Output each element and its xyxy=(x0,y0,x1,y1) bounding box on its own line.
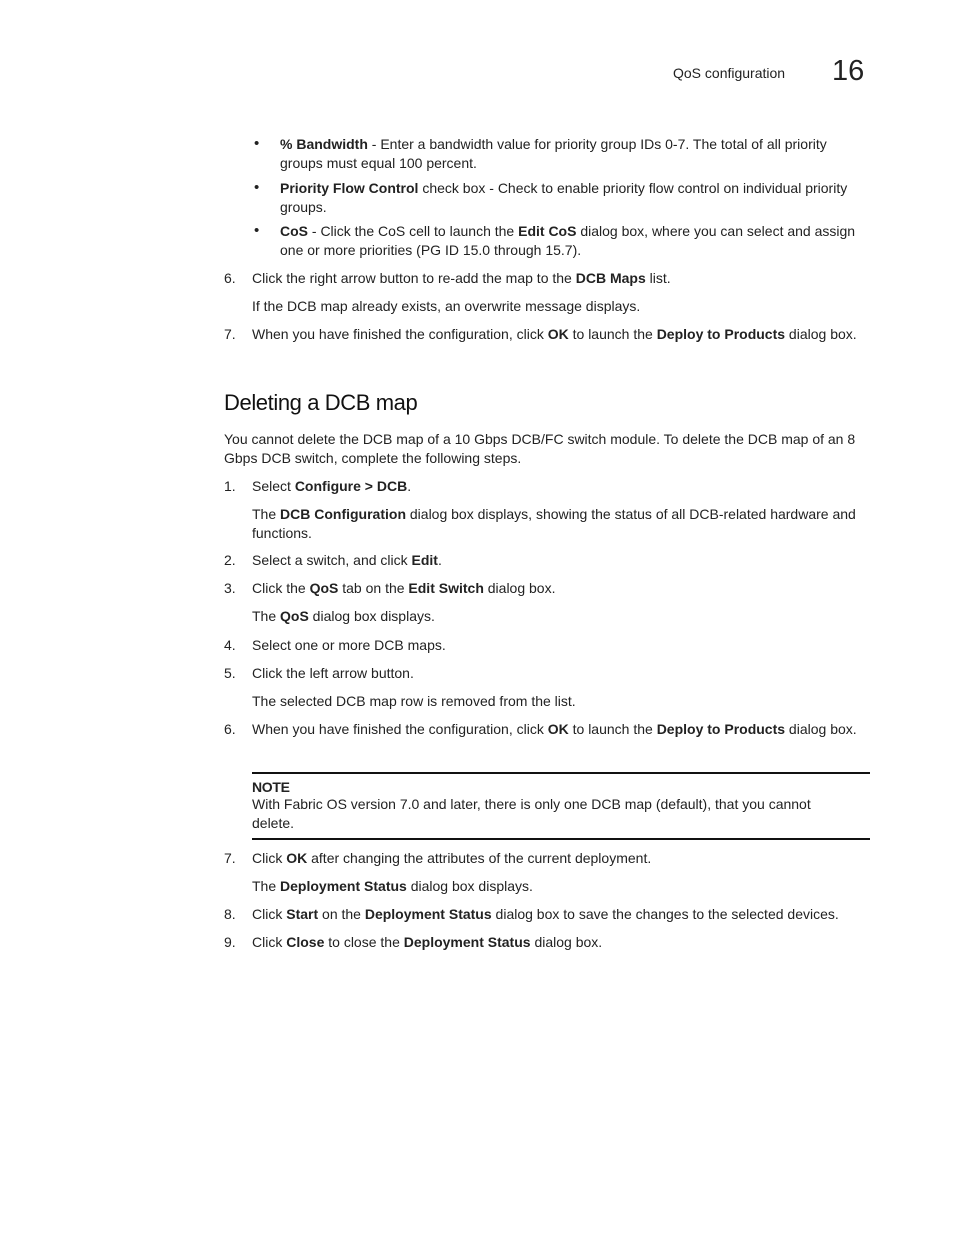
step-item xyxy=(224,269,874,289)
text-run: dialog box displays. xyxy=(308,608,435,624)
ui-term: % Bandwidth xyxy=(280,136,368,152)
bullet-icon: • xyxy=(254,222,260,239)
step-item xyxy=(224,905,874,925)
ui-term: Deployment Status xyxy=(364,906,492,922)
ui-term: Deploy to Products xyxy=(656,326,786,342)
section-heading: Deleting a DCB map xyxy=(224,390,418,415)
ui-term: DCB Maps xyxy=(575,270,646,286)
text-run: dialog box. xyxy=(530,934,603,950)
step-number: 1. xyxy=(224,478,236,494)
step-text xyxy=(252,933,870,952)
step-text xyxy=(252,849,870,868)
text-run: after changing the attributes of the current deployment. xyxy=(307,850,652,866)
text-run: Click xyxy=(252,906,287,922)
text-run: dialog box. xyxy=(483,580,556,596)
step-number: 5. xyxy=(224,665,236,681)
bullet-text xyxy=(280,179,872,216)
note-box xyxy=(252,772,870,840)
ui-term: Edit CoS xyxy=(518,223,577,239)
text-run: to launch the xyxy=(568,326,657,342)
text-run: list. xyxy=(645,270,671,286)
running-header-section: QoS configuration xyxy=(673,65,786,81)
bullet-icon: • xyxy=(254,135,260,152)
step-number: 2. xyxy=(224,552,236,568)
step-text xyxy=(252,269,870,288)
ui-term: Edit Switch xyxy=(408,580,484,596)
text-run: When you have finished the configuration, click xyxy=(252,721,548,737)
step-number: 6. xyxy=(224,270,236,286)
list-item xyxy=(254,135,874,175)
text-run: Select xyxy=(252,478,295,494)
step-item xyxy=(224,849,874,869)
text-run: dialog box displays, showing the status of all DCB-related hardware and functions. xyxy=(252,506,856,541)
text-run: Click the xyxy=(252,580,310,596)
text-run: dialog box to save the changes to the selected devices. xyxy=(491,906,839,922)
step-number: 8. xyxy=(224,906,236,922)
bullet-text xyxy=(280,135,872,172)
ui-term: Close xyxy=(286,934,325,950)
ui-term: QoS xyxy=(309,580,339,596)
ui-term: Configure > DCB xyxy=(294,478,408,494)
step-text xyxy=(252,720,870,739)
step-item xyxy=(224,325,874,365)
ui-term: Deployment Status xyxy=(280,878,407,894)
ui-term: OK xyxy=(547,721,569,737)
bullet-description: dialog box, where you can select and assign one or more priorities (PG ID 15.0 through 15.7). xyxy=(280,223,856,258)
note-label: NOTE xyxy=(252,779,290,795)
step-text xyxy=(252,477,870,496)
step-item xyxy=(224,720,874,760)
text-run: Select a switch, and click xyxy=(252,552,412,568)
text-run: When you have finished the configuration, click xyxy=(252,326,548,342)
ui-term: Deployment Status xyxy=(403,934,531,950)
text-run: Click xyxy=(252,850,287,866)
text-run: on the xyxy=(318,906,365,922)
step-result-paragraph xyxy=(252,505,874,542)
ui-term: OK xyxy=(286,850,308,866)
step-text xyxy=(252,551,870,570)
step-number: 9. xyxy=(224,934,236,950)
step-number: 6. xyxy=(224,721,236,737)
bullet-description: check box - Check to enable priority flow control on individual priority groups. xyxy=(280,180,848,215)
bullet-text xyxy=(280,222,872,259)
text-run: dialog box. xyxy=(785,326,857,342)
step-item xyxy=(224,664,874,684)
step-text xyxy=(252,579,870,598)
step-result-paragraph xyxy=(252,877,874,896)
step-item xyxy=(224,579,874,599)
bullet-description: - Click the CoS cell to launch the xyxy=(308,223,519,239)
step-text xyxy=(252,325,870,344)
step-result-paragraph: The selected DCB map row is removed from the list. xyxy=(252,693,576,709)
step-result-paragraph: If the DCB map already exists, an overwrite message displays. xyxy=(252,298,641,314)
step-number: 4. xyxy=(224,637,236,653)
text-run: to close the xyxy=(324,934,404,950)
step-text: Select one or more DCB maps. xyxy=(252,637,446,653)
bullet-description: - Enter a bandwidth value for priority group IDs 0-7. The total of all priority groups must equal 100 percent. xyxy=(280,136,827,171)
step-result-paragraph xyxy=(252,607,874,626)
step-number: 3. xyxy=(224,580,236,596)
ui-term: DCB Configuration xyxy=(280,506,406,522)
ui-term: Deploy to Products xyxy=(656,721,786,737)
text-run: The xyxy=(252,608,281,624)
ui-term: Start xyxy=(286,906,319,922)
text-run: . xyxy=(437,552,442,568)
ui-term: OK xyxy=(547,326,569,342)
ui-term: CoS xyxy=(280,223,308,239)
step-number: 7. xyxy=(224,850,236,866)
text-run: The xyxy=(252,506,281,522)
step-item xyxy=(224,551,874,571)
text-run: to launch the xyxy=(568,721,657,737)
step-item xyxy=(224,933,874,953)
ui-term: Edit xyxy=(411,552,438,568)
text-run: Click xyxy=(252,934,287,950)
list-item xyxy=(254,179,874,219)
ui-term: QoS xyxy=(280,608,309,624)
chapter-number: 16 xyxy=(832,55,865,87)
text-run: tab on the xyxy=(338,580,409,596)
ui-term: Priority Flow Control xyxy=(280,180,419,196)
text-run: . xyxy=(407,478,412,494)
step-item xyxy=(224,477,874,497)
step-item xyxy=(224,636,874,656)
step-text xyxy=(252,905,870,924)
intro-paragraph: You cannot delete the DCB map of a 10 Gbps DCB/FC switch module. To delete the DCB map of an 8 Gbps DCB switch, complete the following steps. xyxy=(224,431,856,466)
text-run: The xyxy=(252,878,281,894)
text-run: Click the right arrow button to re-add the map to the xyxy=(252,270,576,286)
note-text: With Fabric OS version 7.0 and later, there is only one DCB map (default), that you cannot delete. xyxy=(252,796,811,831)
bullet-icon: • xyxy=(254,179,260,196)
list-item xyxy=(254,222,874,262)
text-run: dialog box. xyxy=(785,721,857,737)
step-text: Click the left arrow button. xyxy=(252,665,414,681)
text-run: dialog box displays. xyxy=(406,878,533,894)
step-number: 7. xyxy=(224,326,236,342)
